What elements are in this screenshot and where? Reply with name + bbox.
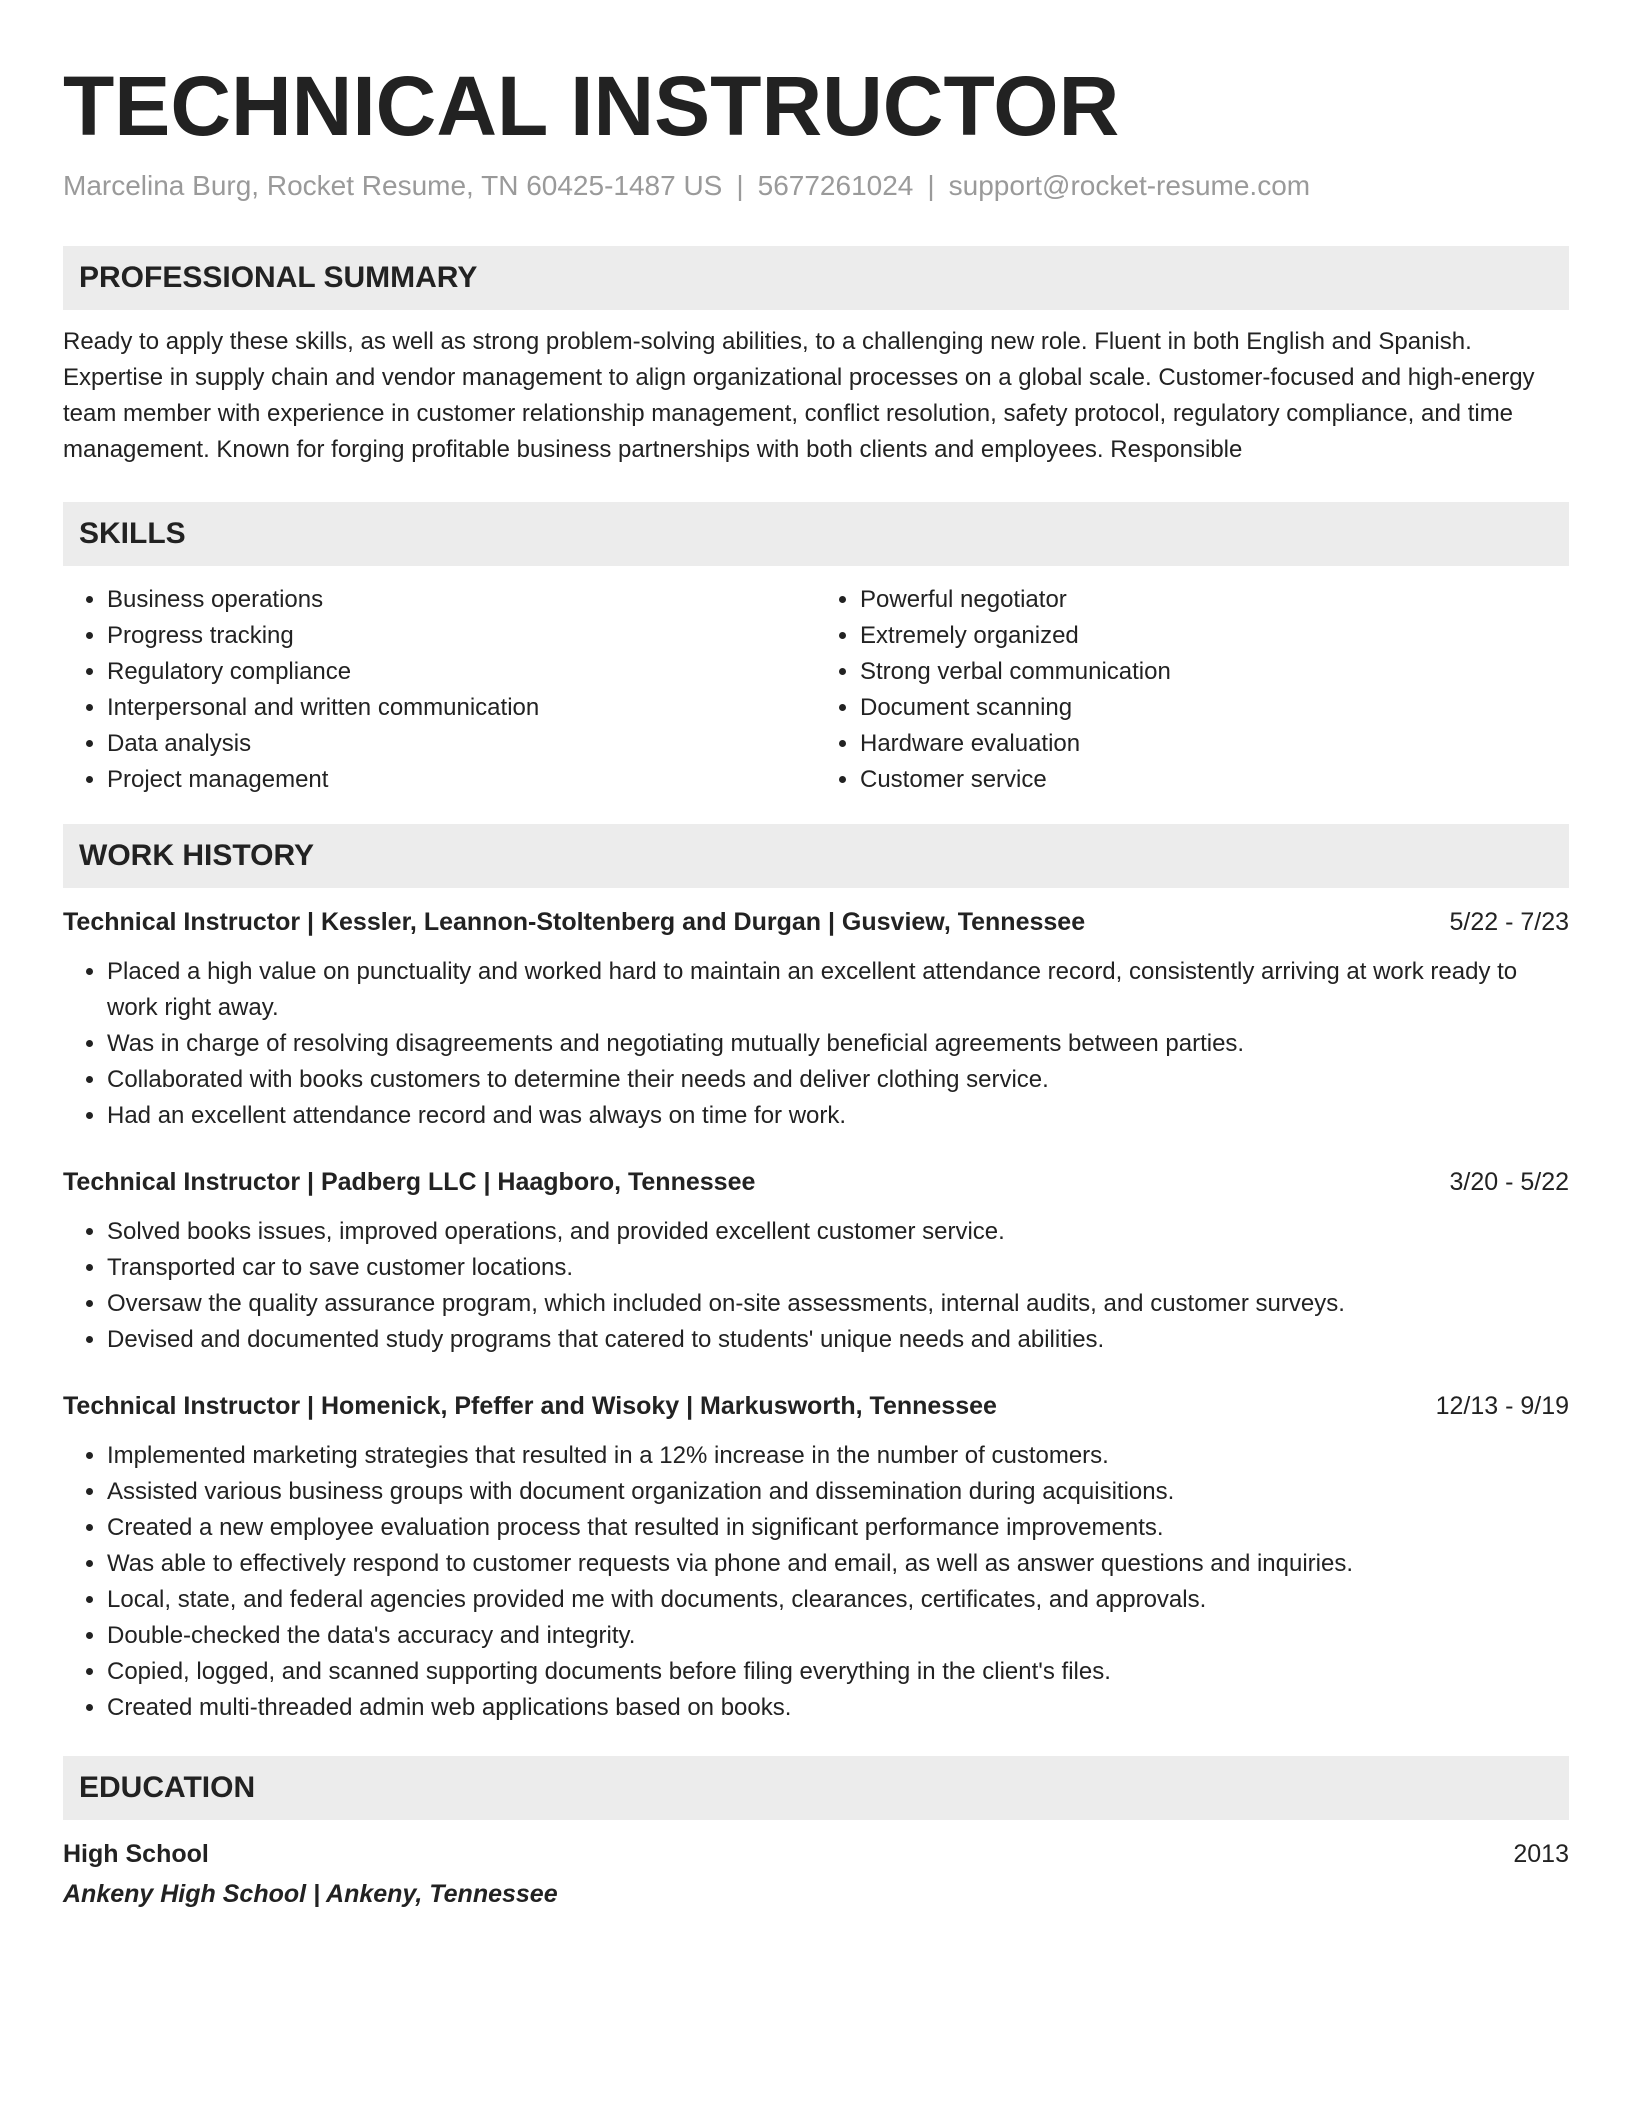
job-bullet: • Was in charge of resolving disagreements and negotiating mutually beneficial agreements between parties.	[107, 1026, 1569, 1062]
job-entry	[63, 1388, 1569, 1726]
summary-text: Ready to apply these skills, as well as strong problem-solving abilities, to a challenging new role. Fluent in both English and Spanish. Expertise in supply chain and vendor management to align organizational processes on a global scale. Customer-focused and high-energy team member with experience in customer relationship management, conflict resolution, safety protocol, regulatory compliance, and time management. Known for forging profitable business partnerships with both clients and employees. Responsible	[63, 328, 1535, 463]
job-bullet: • Devised and documented study programs that catered to students' unique needs and abilities.	[107, 1322, 1569, 1358]
job-bullet: • Was able to effectively respond to customer requests via phone and email, as well as answer questions and inquiries.	[107, 1546, 1569, 1582]
job-dates: 12/13 - 9/19	[1435, 1392, 1569, 1420]
skill-item: • Regulatory compliance	[107, 654, 816, 690]
skill-item: • Project management	[107, 762, 816, 798]
contact-separator: |	[927, 170, 935, 201]
job-bullet: • Double-checked the data's accuracy and integrity.	[107, 1618, 1569, 1654]
skill-item: • Hardware evaluation	[860, 726, 1569, 762]
section-heading-skills: SKILLS	[63, 502, 1569, 566]
job-bullet: • Had an excellent attendance record and was always on time for work.	[107, 1098, 1569, 1134]
contact-phone: 5677261024	[757, 170, 914, 201]
job-header	[63, 1164, 1569, 1200]
job-bullet: • Implemented marketing strategies that resulted in a 12% increase in the number of customers.	[107, 1438, 1569, 1474]
job-title: Technical Instructor | Padberg LLC | Haagboro, Tennessee	[63, 1168, 756, 1196]
resume-title: TECHNICAL INSTRUCTOR	[63, 59, 1120, 153]
job-bullet: • Placed a high value on punctuality and worked hard to maintain an excellent attendance record, consistently arriving at work ready to work right away.	[107, 954, 1569, 1026]
education-school: Ankeny High School | Ankeny, Tennessee	[63, 1880, 558, 1908]
job-entry	[63, 1164, 1569, 1358]
job-bullet: • Created multi-threaded admin web applications based on books.	[107, 1690, 1569, 1726]
skill-item: • Document scanning	[860, 690, 1569, 726]
contact-separator: |	[736, 170, 744, 201]
job-bullets	[63, 1438, 1569, 1726]
job-entry	[63, 904, 1569, 1134]
section-heading-education: EDUCATION	[63, 1756, 1569, 1820]
job-bullets	[63, 1214, 1569, 1358]
skills-column-right	[816, 582, 1569, 798]
education-degree: High School	[63, 1840, 209, 1868]
section-heading-summary: PROFESSIONAL SUMMARY	[63, 246, 1569, 310]
education-header	[63, 1836, 1569, 1872]
skills-column-left	[63, 582, 816, 798]
job-bullet: • Created a new employee evaluation process that resulted in significant performance improvements.	[107, 1510, 1569, 1546]
job-header	[63, 1388, 1569, 1424]
section-heading-work-history: WORK HISTORY	[63, 824, 1569, 888]
contact-address: Marcelina Burg, Rocket Resume, TN 60425-1487 US	[63, 170, 723, 201]
skill-item: • Interpersonal and written communication	[107, 690, 816, 726]
job-bullet: • Collaborated with books customers to determine their needs and deliver clothing service.	[107, 1062, 1569, 1098]
skill-item: • Strong verbal communication	[860, 654, 1569, 690]
job-header	[63, 904, 1569, 940]
job-title: Technical Instructor | Kessler, Leannon-Stoltenberg and Durgan | Gusview, Tennessee	[63, 908, 1086, 936]
job-title: Technical Instructor | Homenick, Pfeffer and Wisoky | Markusworth, Tennessee	[63, 1392, 997, 1420]
job-bullet: • Solved books issues, improved operations, and provided excellent customer service.	[107, 1214, 1569, 1250]
education-entry	[63, 1836, 1569, 1912]
job-dates: 5/22 - 7/23	[1449, 908, 1569, 936]
education-year: 2013	[1513, 1840, 1569, 1868]
skills-list	[63, 582, 1569, 798]
skill-item: • Extremely organized	[860, 618, 1569, 654]
skill-item: • Progress tracking	[107, 618, 816, 654]
skill-item: • Data analysis	[107, 726, 816, 762]
skill-item: • Customer service	[860, 762, 1569, 798]
contact-email: support@rocket-resume.com	[948, 170, 1311, 201]
job-bullet: • Transported car to save customer locations.	[107, 1250, 1569, 1286]
job-bullet: • Assisted various business groups with document organization and dissemination during acquisitions.	[107, 1474, 1569, 1510]
skill-item: • Powerful negotiator	[860, 582, 1569, 618]
contact-line	[63, 168, 1569, 204]
job-bullets	[63, 954, 1569, 1134]
job-bullet: • Oversaw the quality assurance program, which included on-site assessments, internal audits, and customer surveys.	[107, 1286, 1569, 1322]
job-dates: 3/20 - 5/22	[1449, 1168, 1569, 1196]
job-bullet: • Copied, logged, and scanned supporting documents before filing everything in the client's files.	[107, 1654, 1569, 1690]
job-bullet: • Local, state, and federal agencies provided me with documents, clearances, certificates, and approvals.	[107, 1582, 1569, 1618]
skill-item: • Business operations	[107, 582, 816, 618]
